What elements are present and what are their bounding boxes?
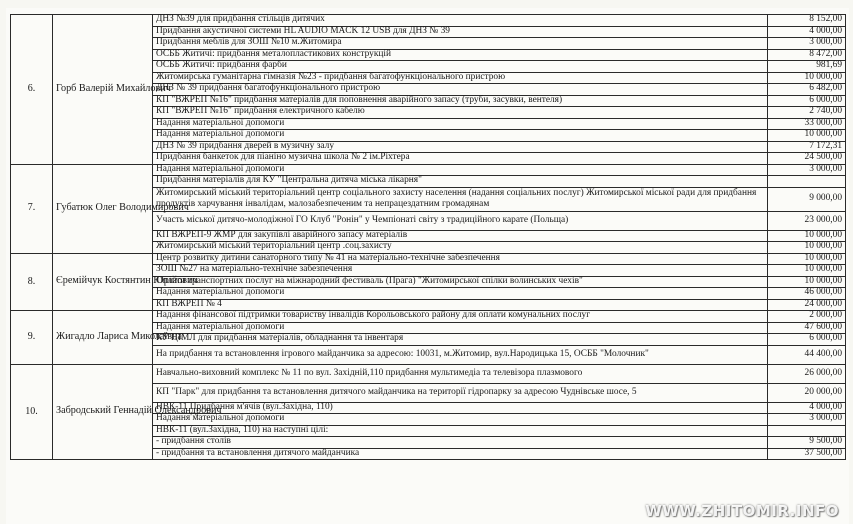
purpose-cell: Надання матеріальної допомоги: [153, 414, 768, 426]
amount-cell: 10 000,00: [768, 242, 846, 254]
amount-cell: 7 172,31: [768, 141, 846, 153]
table-row: [11, 364, 846, 383]
purpose-cell: КП "ВЖРЕП №16" придбання матеріалів для поповнення аварійного запасу (труби, засувки, вентеля): [153, 95, 768, 107]
purpose-cell: Надання матеріальної допомоги: [153, 288, 768, 300]
amount-cell: 6 482,00: [768, 84, 846, 96]
amount-cell: 24 500,00: [768, 153, 846, 165]
purpose-cell: КП "ВЖРЕП №16" придбання електричного кабелю: [153, 107, 768, 119]
purpose-cell: На придбання та встановлення ігрового майданчика за адресою: 10031, м.Житомир, вул.Народицька 15, ОСББ "Молочник": [153, 345, 768, 364]
amount-cell: 4 000,00: [768, 26, 846, 38]
row-number: 10.: [11, 364, 53, 460]
purpose-cell: КП "Парк" для придбання та встановлення дитячого майданчика на території гідропарку за адресою Чуднівське шосе, 5: [153, 383, 768, 402]
table-row: [11, 311, 846, 323]
purpose-cell: КП ВЖРЕП № 4: [153, 299, 768, 311]
amount-cell: 4 000,00: [768, 402, 846, 414]
table-row: [11, 15, 846, 27]
purpose-cell: - придбання та встановлення дитячого майданчика: [153, 448, 768, 460]
deputy-name: Губатюк Олег Володимирович: [53, 164, 153, 253]
amount-cell: 9 000,00: [768, 187, 846, 211]
purpose-cell: Оплати транспортних послуг на міжнародний фестиваль (Прага) "Житомирської спілки волинських чехів": [153, 276, 768, 288]
purpose-cell: Придбання меблів для ЗОШ №10 м.Житомира: [153, 38, 768, 50]
purpose-cell: Участь міської дитячо-молодіжної ГО Клуб "Ронін" у Чемпіонаті світу з традиційного карате (Польща): [153, 211, 768, 230]
amount-cell: 2 740,00: [768, 107, 846, 119]
table-row: [11, 164, 846, 176]
purpose-cell: ЗОШ №27 на матеріально-технічне забезпечення: [153, 265, 768, 277]
amount-cell: [768, 425, 846, 437]
purpose-cell: Придбання банкеток для піаніно музична школа № 2 ім.Ріхтера: [153, 153, 768, 165]
row-number: 9.: [11, 311, 53, 365]
deputy-name: Жигадло Лариса Миколаївна: [53, 311, 153, 365]
amount-cell: 37 500,00: [768, 448, 846, 460]
purpose-cell: Надання матеріальної допомоги: [153, 118, 768, 130]
amount-cell: 3 000,00: [768, 38, 846, 50]
purpose-cell: Центр розвитку дитини санаторного типу № 41 на матеріально-технічне забезпечення: [153, 253, 768, 265]
purpose-cell: ДНЗ № 39 придбання багатофункціонального пристрою: [153, 84, 768, 96]
amount-cell: 6 000,00: [768, 95, 846, 107]
amount-cell: 8 152,00: [768, 15, 846, 27]
purpose-cell: - придбання столів: [153, 437, 768, 449]
purpose-cell: Надання матеріальної допомоги: [153, 164, 768, 176]
amount-cell: 44 400,00: [768, 345, 846, 364]
purpose-cell: КУ ЦІМЛ для придбання матеріалів, обладнання та інвентаря: [153, 334, 768, 346]
amount-cell: 26 000,00: [768, 364, 846, 383]
row-number: 6.: [11, 15, 53, 165]
purpose-cell: ОСББ Житичі: придбання металопластикових конструкцій: [153, 49, 768, 61]
purpose-cell: КП ВЖРЕП-9 ЖМР для закупівлі аварійного запасу матеріалів: [153, 230, 768, 242]
amount-cell: 6 000,00: [768, 334, 846, 346]
amount-cell: 3 000,00: [768, 164, 846, 176]
purpose-cell: Надання фінансової підтримки товариству інвалідів Корольовського району для оплати комунальних послуг: [153, 311, 768, 323]
amount-cell: 3 000,00: [768, 414, 846, 426]
row-number: 8.: [11, 253, 53, 311]
deputy-name: Єремійчук Костянтин Юрійович: [53, 253, 153, 311]
amount-cell: 10 000,00: [768, 276, 846, 288]
deputy-funds-table: [10, 14, 846, 460]
amount-cell: 8 472,00: [768, 49, 846, 61]
row-number: 7.: [11, 164, 53, 253]
purpose-cell: ДНЗ № 39 придбання дверей в музичну залу: [153, 141, 768, 153]
amount-cell: 10 000,00: [768, 230, 846, 242]
amount-cell: 9 500,00: [768, 437, 846, 449]
deputy-name: Забродський Геннадій Олександрович: [53, 364, 153, 460]
amount-cell: 20 000,00: [768, 383, 846, 402]
amount-cell: 10 000,00: [768, 253, 846, 265]
purpose-cell: НВК-11 (вул.Західна, 110) на наступні цілі:: [153, 425, 768, 437]
amount-cell: 10 000,00: [768, 72, 846, 84]
amount-cell: 10 000,00: [768, 265, 846, 277]
amount-cell: 2 000,00: [768, 311, 846, 323]
amount-cell: 23 000,00: [768, 211, 846, 230]
document-sheet: [6, 8, 849, 524]
site-watermark: WWW.ZHITOMIR.INFO: [645, 502, 839, 520]
amount-cell: 33 000,00: [768, 118, 846, 130]
table-row: [11, 253, 846, 265]
deputy-name: Горб Валерій Михайлович: [53, 15, 153, 165]
purpose-cell: Придбання акустичної системи HL AUDIO MACK 12 USB для ДНЗ № 39: [153, 26, 768, 38]
purpose-cell: Навчально-виховний комплекс № 11 по вул. Західній,110 придбання мультимедіа та телевізора плазмового: [153, 364, 768, 383]
purpose-cell: Житомирський міський територіальний центр соціального захисту населення (надання соціальних послуг) Житомирської міської ради для придбання продуктів харчування інвалідам, малозабезпеченим та непрацездатним громадянам: [153, 187, 768, 211]
purpose-cell: Придбання матеріалів для КУ "Центральна дитяча міська лікарня": [153, 176, 768, 188]
purpose-cell: Житомирська гуманітарна гімназія №23 - придбання багатофункціонального пристрою: [153, 72, 768, 84]
amount-cell: 10 000,00: [768, 130, 846, 142]
amount-cell: 46 000,00: [768, 288, 846, 300]
amount-cell: 24 000,00: [768, 299, 846, 311]
amount-cell: 981,69: [768, 61, 846, 73]
amount-cell: [768, 176, 846, 188]
purpose-cell: Надання матеріальної допомоги: [153, 130, 768, 142]
amount-cell: 47 600,00: [768, 322, 846, 334]
purpose-cell: НВК-11 Придбання м'ячів (вул.Західна, 110): [153, 402, 768, 414]
purpose-cell: ДНЗ №39 для придбання стільців дитячих: [153, 15, 768, 27]
purpose-cell: Надання матеріальної допомоги: [153, 322, 768, 334]
purpose-cell: ОСББ Житичі: придбання фарби: [153, 61, 768, 73]
purpose-cell: Житомирський міський територіальний центр .соц.захисту: [153, 242, 768, 254]
